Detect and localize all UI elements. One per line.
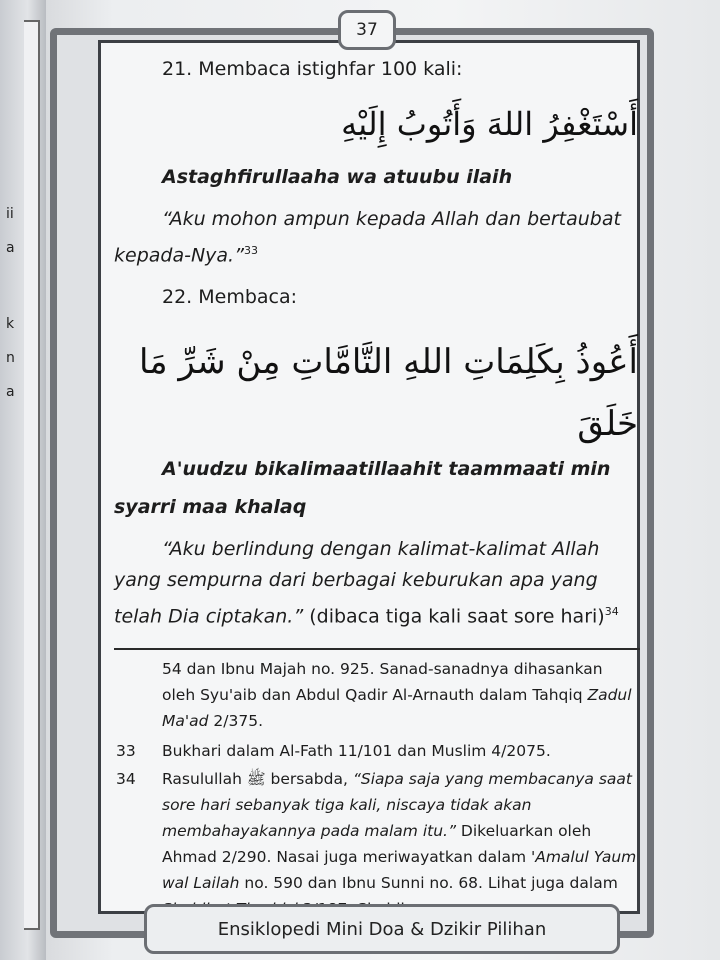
book-title-footer: Ensiklopedi Mini Doa & Dzikir Pilihan xyxy=(144,904,620,954)
item-21-transliteration: Astaghfirullaaha wa atuubu ilaih xyxy=(162,166,513,188)
previous-page-text: a xyxy=(6,384,15,400)
item-22-translation-note: (dibaca tiga kali saat sore hari) xyxy=(303,605,605,628)
footnote-number: 33 xyxy=(116,742,136,760)
item-21-translation xyxy=(114,204,640,271)
footnote-34 xyxy=(114,766,640,922)
footnote-number: 34 xyxy=(116,770,136,788)
previous-page-frame xyxy=(24,20,40,930)
salawat-symbol: ﷺ xyxy=(246,770,266,788)
previous-page-text: k xyxy=(6,316,15,332)
footnote-34-text: Rasulullah ﷺ bersabda, “Siapa saja yang membacanya saat sore hari sebanyak tiga kali, niscaya tidak akan membahayakannya pada malam itu.” Dikeluarkan oleh Ahmad 2/290. Nasai juga meriwayatkan dalam 'Amalul Yaum wal Lailah no. 590 dan Ibnu Sunni no. 68. Lihat juga dalam xyxy=(162,770,637,892)
item-22-transliteration-line-1: A'uudzu bikalimaatillaahit taammaati min xyxy=(162,458,611,480)
item-22-heading: 22. Membaca: xyxy=(162,286,298,308)
previous-page-text: n xyxy=(6,350,15,366)
footnote-ref-33[interactable]: 33 xyxy=(243,244,258,257)
item-21-heading: 21. Membaca istighfar 100 kali: xyxy=(162,58,463,80)
item-21-translation-text: “Aku mohon ampun kepada Allah dan bertaubat kepada-Nya.” xyxy=(114,208,621,267)
previous-page-text: a xyxy=(6,240,15,256)
item-22-arabic-line-2: خَلَقَ xyxy=(577,404,638,444)
item-21-arabic: أَسْتَغْفِرُ اللهَ وَأَتُوبُ إِلَيْهِ xyxy=(341,105,638,143)
footnote-continued-text: 54 dan Ibnu Majah no. 925. Sanad-sanadnya dihasankan oleh Syu'aib dan Abdul Qadir Al-Arnauth dalam Tahqiq Zadul Ma'ad 2/375. xyxy=(162,660,632,730)
item-22-arabic-line-1: أَعُوذُ بِكَلِمَاتِ اللهِ التَّامَّاتِ مِنْ شَرِّ مَا xyxy=(138,342,638,382)
footnote-33-text: Bukhari dalam Al-Fath 11/101 dan Muslim 4/2075. xyxy=(162,742,551,760)
item-22-transliteration-line-2: syarri maa khalaq xyxy=(114,496,307,518)
previous-page-text: ii xyxy=(6,206,14,222)
item-22-translation xyxy=(114,534,640,632)
footnote-33 xyxy=(114,738,640,764)
previous-page-edge xyxy=(0,0,49,960)
footnote-continued xyxy=(114,656,640,734)
footnote-ref-34[interactable]: 34 xyxy=(604,605,619,618)
footnote-separator xyxy=(114,648,640,650)
page-number: 37 xyxy=(338,10,396,50)
item-22-translation-text: “Aku berlindung dengan kalimat-kalimat Allah yang sempurna dari berbagai keburukan apa yang telah Dia ciptakan.” xyxy=(114,538,600,628)
